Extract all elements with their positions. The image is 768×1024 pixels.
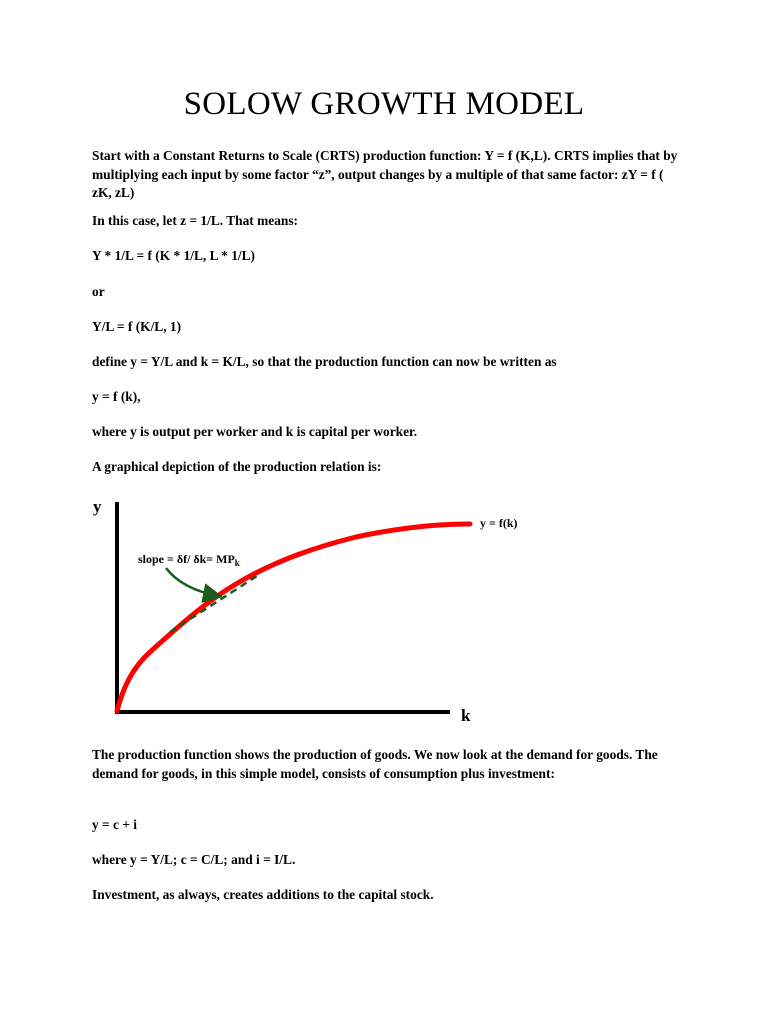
paragraph-crts-intro: Start with a Constant Returns to Scale (CRTS) production function: Y = f (K,L). CRTS implies that by multiplying each input by some factor “z”, output changes by a multiple of that same factor: zY = f ( zK, zL) — [92, 148, 678, 200]
slope-arrow — [166, 568, 218, 596]
equation-y-over-l: Y/L = f (K/L, 1) — [92, 319, 182, 334]
paragraph-or: or — [92, 284, 105, 299]
y-axis-label: y — [93, 497, 102, 516]
paragraph-investment: Investment, as always, creates additions to the capital stock. — [92, 887, 434, 902]
paragraph-output-per-worker: where y is output per worker and k is capital per worker. — [92, 424, 418, 439]
slope-label: slope = δf/ $\delta k= MP_k$ — [138, 552, 240, 568]
equation-y-c-i: y = c + i — [92, 817, 138, 832]
paragraph-demand-for-goods: The production function shows the production of goods. We now look at the demand for goods. The demand for goods, in this simple model, consists of consumption plus investment: — [92, 747, 658, 781]
x-axis-label: k — [461, 706, 471, 725]
paragraph-definitions: where y = Y/L; c = C/L; and i = I/L. — [92, 852, 296, 867]
production-function-graph — [88, 494, 528, 728]
equation-y-times-1-over-l: Y * 1/L = f (K * 1/L, L * 1/L) — [92, 248, 256, 263]
paragraph-define-y-k: define y = Y/L and k = K/L, so that the production function can now be written as — [92, 354, 557, 369]
slope-label-subscript: k — [234, 558, 240, 568]
paragraph-let-z: In this case, let z = 1/L. That means: — [92, 213, 299, 228]
curve-label: y = f(k) — [480, 516, 518, 530]
paragraph-graphical-depiction: A graphical depiction of the production relation is: — [92, 459, 382, 474]
page-title: SOLOW GROWTH MODEL — [183, 86, 585, 122]
equation-y-equals-f-k: y = f (k), — [92, 389, 141, 404]
